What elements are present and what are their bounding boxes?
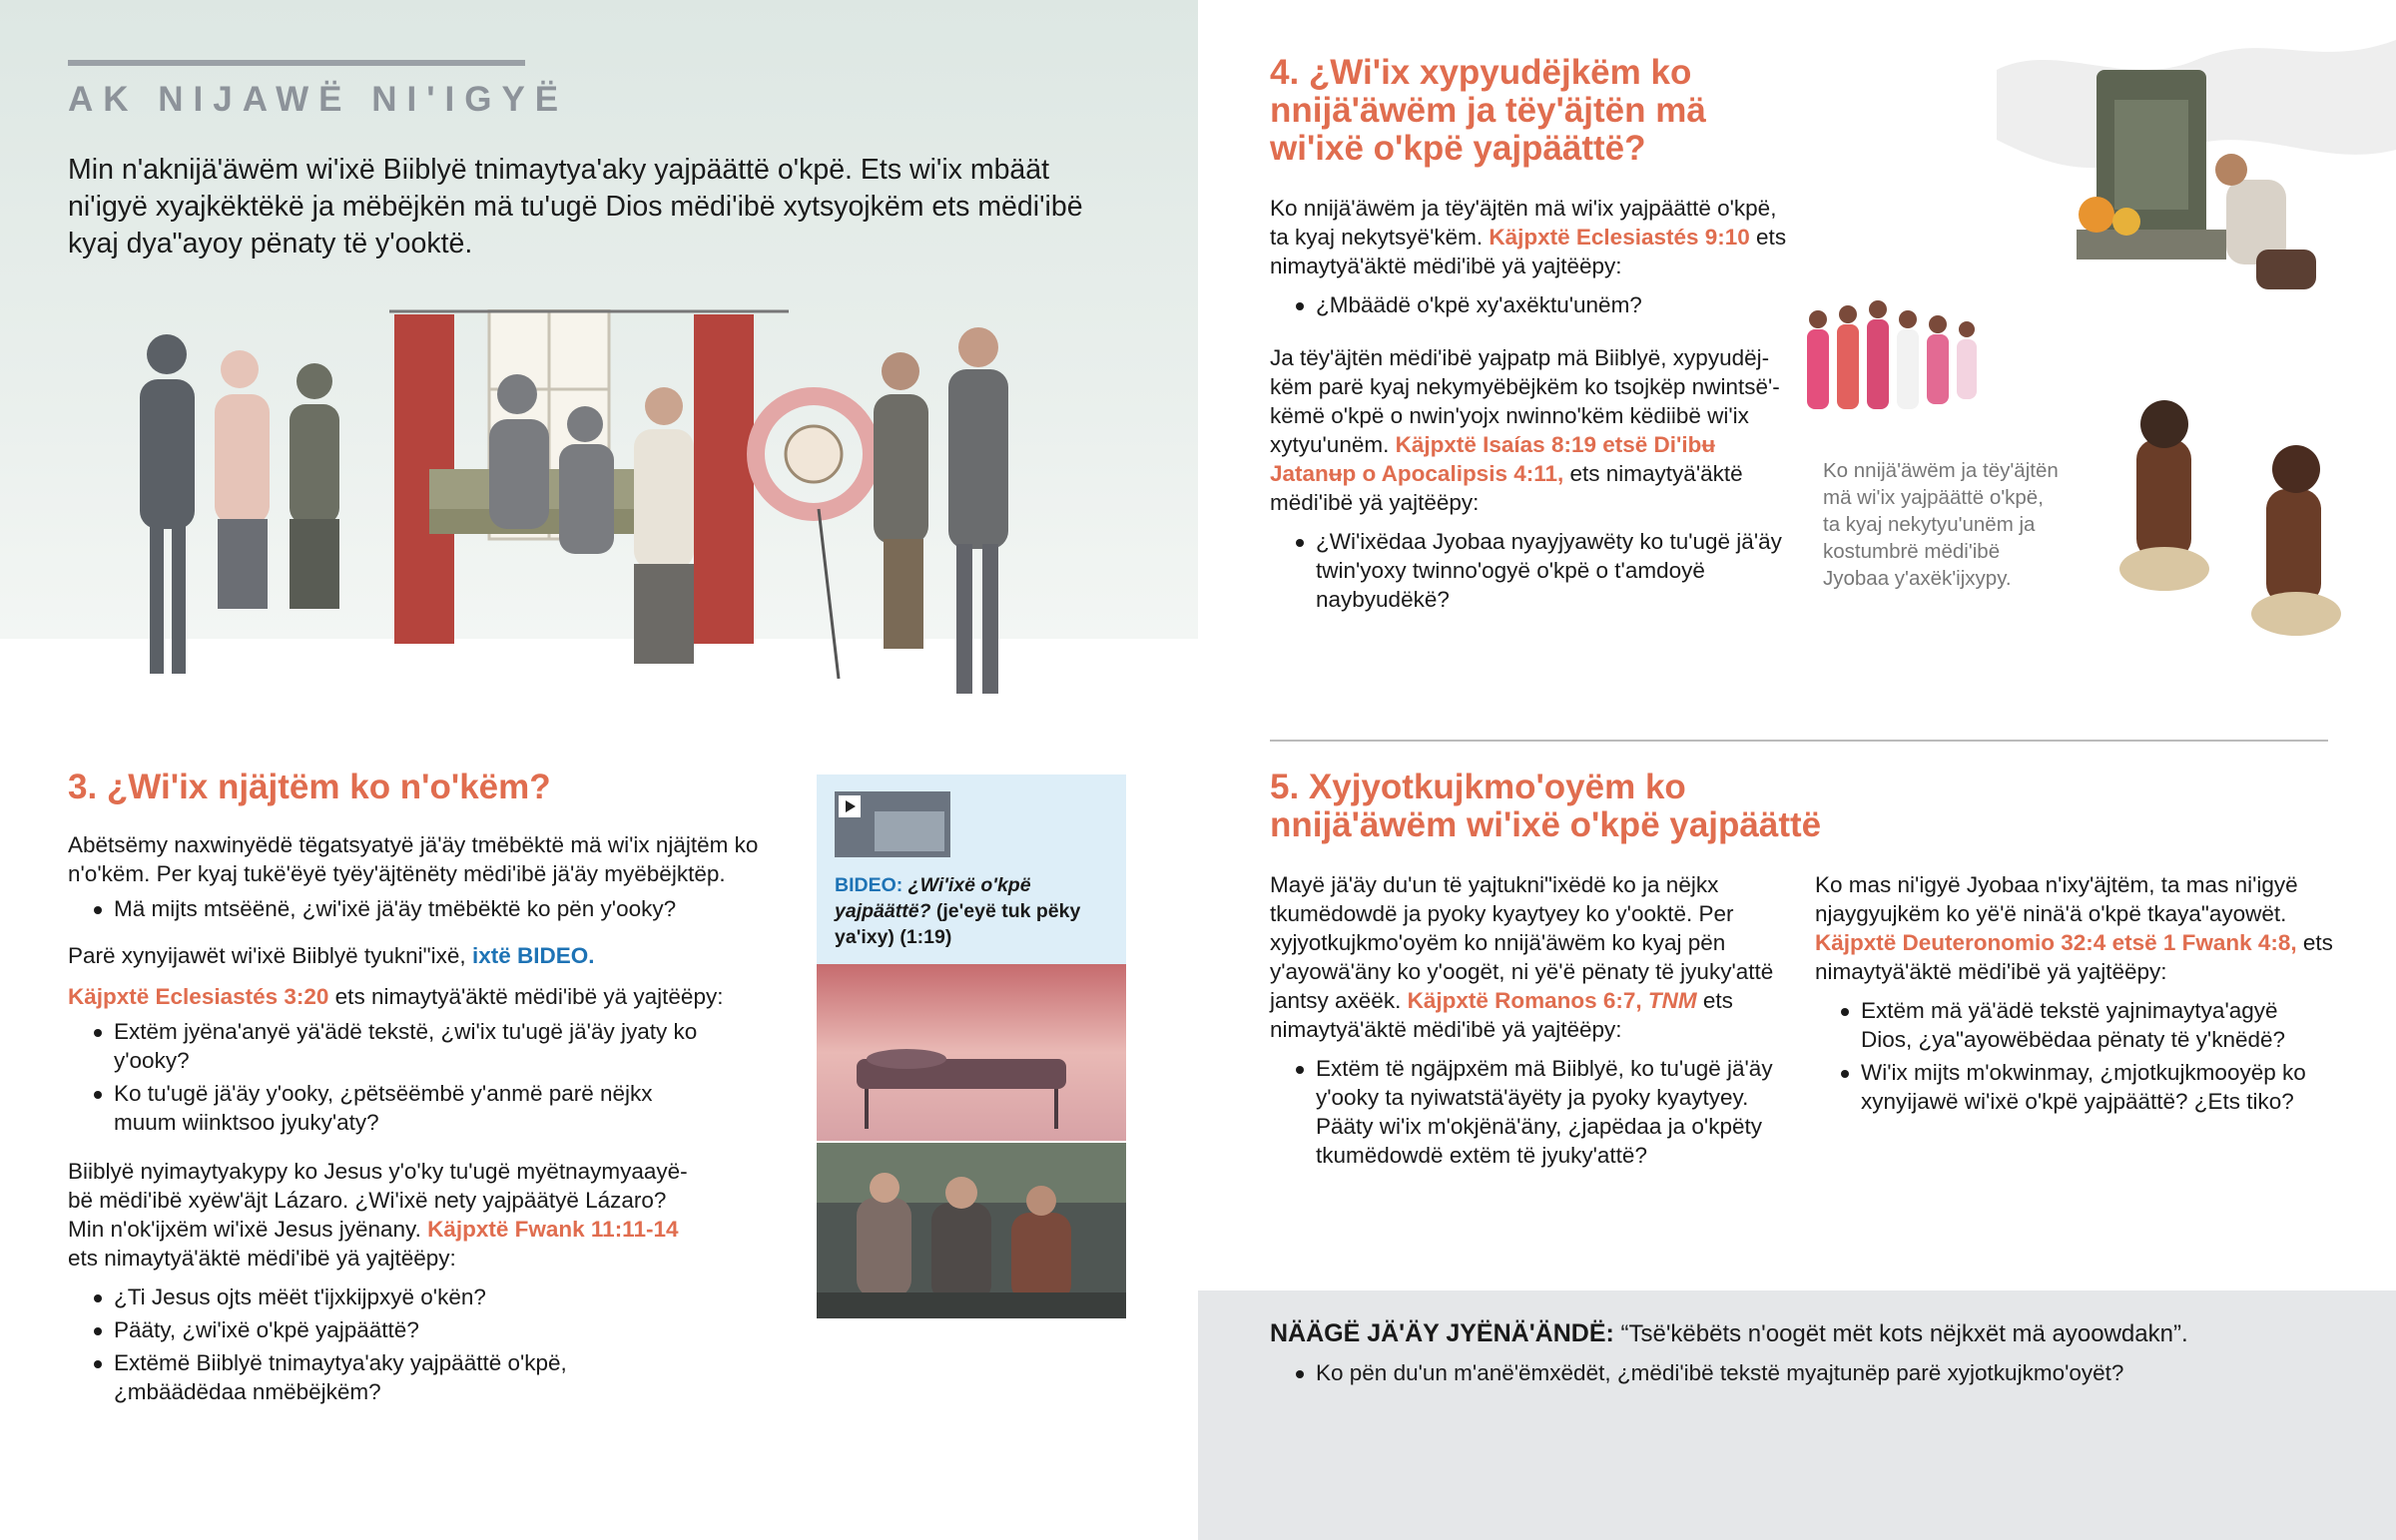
intro-text: Min n'aknijä'äwëm wi'ixë Biiblyë tnimaytya'aky yajpäättë o'kpë. Ets wi'ix mbäät ni'igyë xyajkëktëkë ja mëbëjkën mä tu'ugë Dios mëdi'ibë xytsyojkëm ets mëdi'ibë kyaj dya"ayoy pënaty të y'ooktë. [68, 154, 1083, 259]
scripture-reference[interactable]: Käjpxtë Isaías 8:19 etsë Di'ibʉ Jatanʉp o Apocalipsis 4:11, [1270, 432, 1716, 486]
section-4-paragraph: Ko nnijä'äwëm ja tëy'äjtën mä wi'ix yajpäättë o'kpë, ta kyaj nekytsyë'këm. Käjpxtë Eclesiastés 9:10 ets nimaytyä'äktë mëdi'ibë yä yajtëëpy: [1270, 196, 1787, 278]
section-3-paragraph: Biiblyë nyimaytyakypy ko Jesus y'o'ky tu'ugë myëtnaymyaayë-bë mëdi'ibë xyëw'äjt Lázaro. ¿Wi'ixë nety yajpäätyë Lázaro? Min n'ok'ijxëm wi'ixë Jesus jyënany. Käjpxtë Fwank 11:11-14 ets nimaytyä'äktë mëdi'ibë yä yajtëëpy: [68, 1159, 688, 1271]
list-item: ¿Wi'ixëdaa Jyobaa nyayjyawëty ko tu'ugë jä'äy twin'yoxy twinno'ogyë o'kpë o t'amdoyë naybyudëkë? [1270, 527, 1789, 614]
objection-statement: NÄÄGË JÄ'ÄY JYËNÄ'ÄNDË: “Tsë'këbëts n'oogët mët kots nëjkxët mä ayoowdakn”. [1270, 1319, 2188, 1347]
list-item: Wi'ix mijts m'okwinmay, ¿mjotkujkmooyëp ko xynyijawë wi'ixë o'kpë yajpäättë? ¿Ets tiko? [1815, 1058, 2334, 1116]
list-item: Extëmë Biiblyë tnimaytya'aky yajpäättë o'kpë, ¿mbäädëdaa nmëbëjkëm? [68, 1348, 667, 1406]
scripture-reference[interactable]: Käjpxtë Romanos 6:7, TNM [1407, 988, 1697, 1013]
scripture-reference[interactable]: Käjpxtë Eclesiastés 3:20 [68, 984, 329, 1009]
list-item: Ko tu'ugë jä'äy y'ooky, ¿pëtsëëmbë y'anmë parë nëjkx muum wiinktsoo jyuky'aty? [68, 1079, 707, 1137]
section-4-title: 4. ¿Wi'ix xypyudëjkëm ko nnijä'äwëm ja tëy'äjtën mä wi'ixë o'kpë yajpäättë? [1270, 53, 1706, 168]
grieving-family-subway-image [817, 1143, 1126, 1318]
section-3-body [68, 830, 787, 1406]
section-3-paragraph: Abëtsëmy naxwinyëdë tëgatsyatyë jä'äy tmëbëktë mä wi'ix njäjtëm ko n'o'këm. Per kyaj tukë'ëyë tyëy'äjtënëty mëdi'ibë jä'äy myëbëjktëp. [68, 832, 759, 886]
illustration-caption: Ko nnijä'äwëm ja tëy'äjtën mä wi'ix yajpäättë o'kpë, ta kyaj nekytyu'unëm ja kostumbrë mëdi'ibë Jyobaa y'axëk'ijxypy. [1823, 459, 2059, 590]
list-item: ¿Ti Jesus ojts mëët t'ijxkijpxyë o'kën? [68, 1283, 667, 1311]
list-item: Mä mijts mtsëënë, ¿wi'ixë jä'äy tmëbëktë ko pën y'ooky? [68, 894, 787, 923]
video-caption: BIDEO: ¿Wi'ixë o'kpë yajpäättë? (je'eyë tuk pëky ya'ixy) (1:19) [835, 874, 1081, 948]
scripture-reference[interactable]: Käjpxtë Deuteronomio 32:4 etsë 1 Fwank 4:8, [1815, 930, 2297, 955]
section-4-body [1270, 194, 1789, 614]
list-item: Extëm jyëna'anyë yä'ädë tekstë, ¿wi'ix tu'ugë jä'äy jyaty ko y'ooky? [68, 1017, 707, 1075]
list-item: ¿Mbäädë o'kpë xy'axëktu'unëm? [1270, 290, 1789, 319]
list-item: Ko pën du'un m'anë'ëmxëdët, ¿mëdi'ibë tekstë myajtunëp parë xyjotkujkmo'oyët? [1270, 1358, 2348, 1387]
objection-content [1270, 1317, 2348, 1387]
section-divider [1270, 740, 2328, 742]
scripture-prompt: Käjpxtë Eclesiastés 3:20 ets nimaytyä'äktë mëdi'ibë yä yajtëëpy: [68, 984, 724, 1009]
section-5-column-2 [1815, 870, 2334, 1116]
section-5-paragraph: Mayë jä'äy du'un të yajtukni"ixëdë ko ja nëjkx tkumëdowdë ja pyoky kyaytyey ko y'ooktë. Per xyjyotkujkmo'oyëm ko nnijä'äwëm ko kyaj pën y'ayowä'äny ko y'oogët, ni yë'ë pënaty të jyuky'attë jantsy axëëk. Käjpxtë Romanos 6:7, TNM ets nimaytyä'äktë mëdi'ibë yä yajtëëpy: [1270, 872, 1774, 1042]
video-link[interactable]: ixtë BIDEO. [471, 943, 595, 968]
objection-label: NÄÄGË JÄ'ÄY JYËNÄ'ÄNDË: [1270, 1319, 1614, 1347]
heading-rule [68, 60, 525, 66]
intro-heading: AK NIJAWË NI'IGYË [68, 80, 569, 119]
hospital-bed-image [817, 964, 1126, 1141]
section-4-paragraph: Ja tëy'äjtën mëdi'ibë yajpatp mä Biiblyë, xypyudëj-këm parë kyaj nekymyëbëjkëm ko tsojkëp nwintsë'-këmë o'kpë o nwin'yojx nwinno'këm këdiibë wi'ix xytyu'unëm. Käjpxtë Isaías 8:19 etsë Di'ibʉ Jatanʉp o Apocalipsis 4:11, ets nimaytyä'äktë mëdi'ibë yä yajtëëpy: [1270, 345, 1780, 515]
list-item: Extëm mä yä'ädë tekstë yajnimaytya'agyë Dios, ¿ya"ayowëbëdaa pënaty të y'knëdë? [1815, 996, 2334, 1054]
list-item: Pääty, ¿wi'ixë o'kpë yajpäättë? [68, 1315, 667, 1344]
section-5-paragraph: Ko mas ni'igyë Jyobaa n'ixy'äjtëm, ta mas ni'igyë njaygyujkëm ko yë'ë ninä'ä o'kpë tkaya"ayowët. Käjpxtë Deuteronomio 32:4 etsë 1 Fwank 4:8, ets nimaytyä'äktë mëdi'ibë yä yajtëëpy: [1815, 872, 2333, 984]
list-item: Extëm të ngäjpxëm mä Biiblyë, ko tu'ugë jä'äy y'ooky ta nyiwatstä'äyëty ja pyoky kyaytyey. Pääty wi'ix m'okjënä'äny, ¿japëdaa ja o'kpëty tkumëdowdë extëm të jyuky'attë? [1270, 1054, 1799, 1170]
video-scene [875, 811, 944, 851]
play-icon[interactable] [839, 795, 861, 817]
scripture-reference[interactable]: Käjpxtë Eclesiastés 9:10 [1489, 225, 1750, 250]
section-3-title: 3. ¿Wi'ix njäjtëm ko n'o'këm? [68, 768, 551, 806]
scripture-reference[interactable]: Käjpxtë Fwank 11:11-14 [427, 1217, 679, 1242]
section-5-column-1 [1270, 870, 1799, 1170]
funeral-family-illustration [120, 309, 1068, 709]
video-thumbnail[interactable] [835, 791, 950, 857]
video-prompt: Parë xynyijawët wi'ixë Biiblyë tyukni"ixë, ixtë BIDEO. [68, 943, 595, 968]
section-5-title: 5. Xyjyotkujkmo'oyëm ko nnijä'äwëm wi'ixë o'kpë yajpäättë [1270, 768, 1822, 844]
